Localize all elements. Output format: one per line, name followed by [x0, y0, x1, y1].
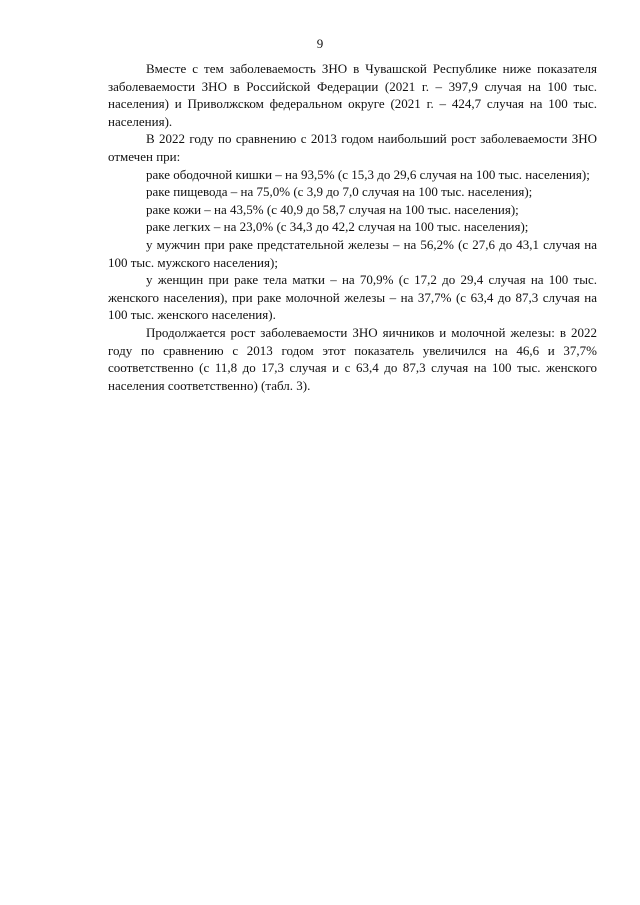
list-item-colon-cancer: раке ободочной кишки – на 93,5% (с 15,3 до 29,6 случая на 100 тыс. населения); [146, 166, 590, 182]
paragraph-growth-intro: В 2022 году по сравнению с 2013 годом наибольший рост заболеваемости ЗНО отмечен при: [108, 131, 597, 164]
paragraph-comparison: Вместе с тем заболеваемость ЗНО в Чувашской Республике ниже показателя заболеваемости ЗНО в Российской Федерации (2021 г. – 397,9 случая на 100 тыс. населения) и Приволжском федеральном округе (2021 г. – 424,7 случая на 100 тыс. населения). [108, 61, 597, 129]
page-number: 9 [316, 36, 324, 51]
list-item-lung-cancer: раке легких – на 23,0% (с 34,3 до 42,2 случая на 100 тыс. населения); [146, 219, 529, 235]
list-item-prostate-cancer: у мужчин при раке предстательной железы – на 56,2% (с 27,6 до 43,1 случая на 100 тыс. мужского населения); [108, 236, 597, 270]
paragraph-ovarian-breast-growth: Продолжается рост заболеваемости ЗНО яичников и молочной железы: в 2022 году по сравнению с 2013 годом этот показатель увеличился на 46,6 и 37,7% соответственно (с 11,8 до 17,3 случая и с 63,4 до 87,3 случая на 100 тыс. женского населения соответственно) (табл. 3). [108, 324, 597, 393]
body-text [108, 60, 597, 394]
list-item-uterine-breast-cancer: у женщин при раке тела матки – на 70,9% (с 17,2 до 29,4 случая на 100 тыс. женского населения), при раке молочной железы – на 37,7% (с 63,4 до 87,3 случая на 100 тыс. женского населения). [108, 272, 597, 323]
list-item-esophageal-cancer: раке пищевода – на 75,0% (с 3,9 до 7,0 случая на 100 тыс. населения); [146, 184, 533, 200]
list-item-skin-cancer: раке кожи – на 43,5% (с 40,9 до 58,7 случая на 100 тыс. населения); [146, 201, 519, 217]
